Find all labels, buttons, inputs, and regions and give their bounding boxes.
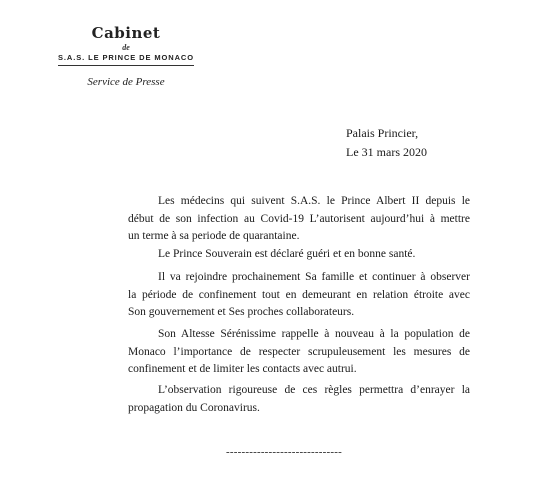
paragraph-4 [128,326,470,379]
paragraph-line: Les médecins qui suivent S.A.S. le Prince Albert II depuis le [158,195,470,207]
place-date [346,124,427,162]
paragraph-line: confinement et de limiter les contacts avec autrui. [128,363,357,375]
paragraph-line: début de son infection au Covid-19 L’autorisent aujourd’hui à mettre [128,212,470,225]
paragraph-5 [128,382,470,417]
place: Palais Princier, [346,126,419,140]
paragraph-line: Son gouvernement et Ses proches collaborateurs. [128,306,355,318]
paragraph-1 [128,193,470,246]
paragraph-line: un terme à sa periode de quarantaine. [128,230,300,242]
paragraph-line: Son Altesse Sérénissime rappelle à nouveau à la population de [158,328,470,340]
paragraph-3 [128,269,470,322]
paragraph-line: propagation du Coronavirus. [128,401,260,414]
letterhead [58,24,194,89]
letterhead-cabinet: Cabinet [91,24,161,42]
paragraph-line: Il va rejoindre prochainement Sa famille et continuer à observer [158,271,470,283]
paragraph-2 [128,246,470,264]
closing-rule: ------------------------------ [226,446,342,458]
paragraph-line: la période de confinement tout en demeurant en relation étroite avec [128,288,470,301]
letterhead-de: de [122,43,130,52]
paragraph-line: Monaco l’importance de respecter scrupuleusement les mesures de [128,345,470,358]
letterhead-service: Service de Presse [87,76,165,88]
paragraph-line: L’observation rigoureuse de ces règles permettra d’enrayer la [158,384,470,396]
letterhead-prince: S.A.S. LE PRINCE DE MONACO [58,53,194,66]
paragraph-line: Le Prince Souverain est déclaré guéri et en bonne santé. [158,248,416,260]
date: Le 31 mars 2020 [346,145,427,159]
